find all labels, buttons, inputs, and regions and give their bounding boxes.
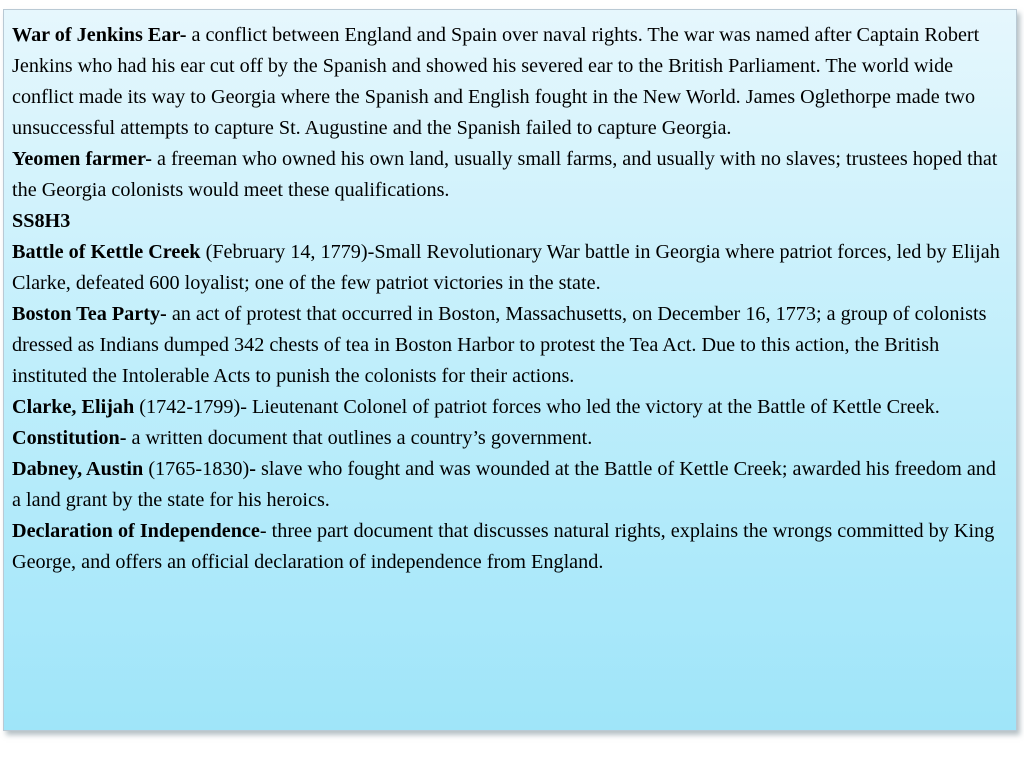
entry-definition: a freeman who owned his own land, usually small farms, and usually with no slaves; trustees hoped that the Georgia colonists would meet these qualifications.: [12, 148, 998, 201]
entry-battle-of-kettle-creek: [12, 237, 1008, 299]
entry-term: Declaration of Independence: [12, 520, 260, 542]
entry-term: Battle of Kettle Creek: [12, 241, 201, 263]
entry-term: Clarke, Elijah: [12, 396, 135, 418]
entry-definition: - three part document that discusses natural rights, explains the wrongs committed by King George, and offers an official declaration of independence from England.: [12, 520, 995, 573]
entry-definition: (February 14, 1779)-Small Revolutionary War battle in Georgia where patriot forces, led by Elijah Clarke, defeated 600 loyalist; one of the few patriot victories in the state.: [12, 241, 1000, 294]
entry-dabney-austin: [12, 454, 1008, 516]
entry-term: Dabney, Austin: [12, 458, 144, 480]
entry-term: Constitution-: [12, 427, 127, 449]
entry-boston-tea-party: [12, 299, 1008, 392]
entry-yeomen-farmer: [12, 144, 1008, 206]
entry-term: Boston Tea Party-: [12, 303, 167, 325]
entry-dates: (1765-1830): [143, 458, 250, 480]
entry-term: War of Jenkins Ear-: [12, 24, 187, 46]
entry-declaration-of-independence: [12, 516, 1008, 578]
entry-definition: a conflict between England and Spain over naval rights. The war was named after Captain Robert Jenkins who had his ear cut off by the Spanish and showed his severed ear to the British Parliament. The world wide conflict made its way to Georgia where the Spanish and English fought in the New World. James Oglethorpe made two unsuccessful attempts to capture St. Augustine and the Spanish failed to capture Georgia.: [12, 24, 980, 139]
entry-clarke-elijah: [12, 392, 1008, 423]
slide-panel: [3, 9, 1017, 731]
entry-dash: -: [249, 458, 256, 480]
entry-definition: slave who fought and was wounded at the Battle of Kettle Creek; awarded his freedom and a land grant by the state for his heroics.: [12, 458, 996, 511]
entry-war-of-jenkins-ear: [12, 20, 1008, 144]
entry-definition: an act of protest that occurred in Boston, Massachusetts, on December 16, 1773; a group of colonists dressed as Indians dumped 342 chests of tea in Boston Harbor to protest the Tea Act. Due to this action, the British instituted the Intolerable Acts to punish the colonists for their actions.: [12, 303, 987, 387]
section-heading-ss8h3: [12, 206, 1008, 237]
entry-constitution: [12, 423, 1008, 454]
entry-term: Yeomen farmer-: [12, 148, 152, 170]
entry-definition: (1742-1799)- Lieutenant Colonel of patriot forces who led the victory at the Battle of Kettle Creek.: [134, 396, 940, 418]
section-heading-label: SS8H3: [12, 210, 71, 232]
entry-definition: a written document that outlines a country’s government.: [126, 427, 593, 449]
